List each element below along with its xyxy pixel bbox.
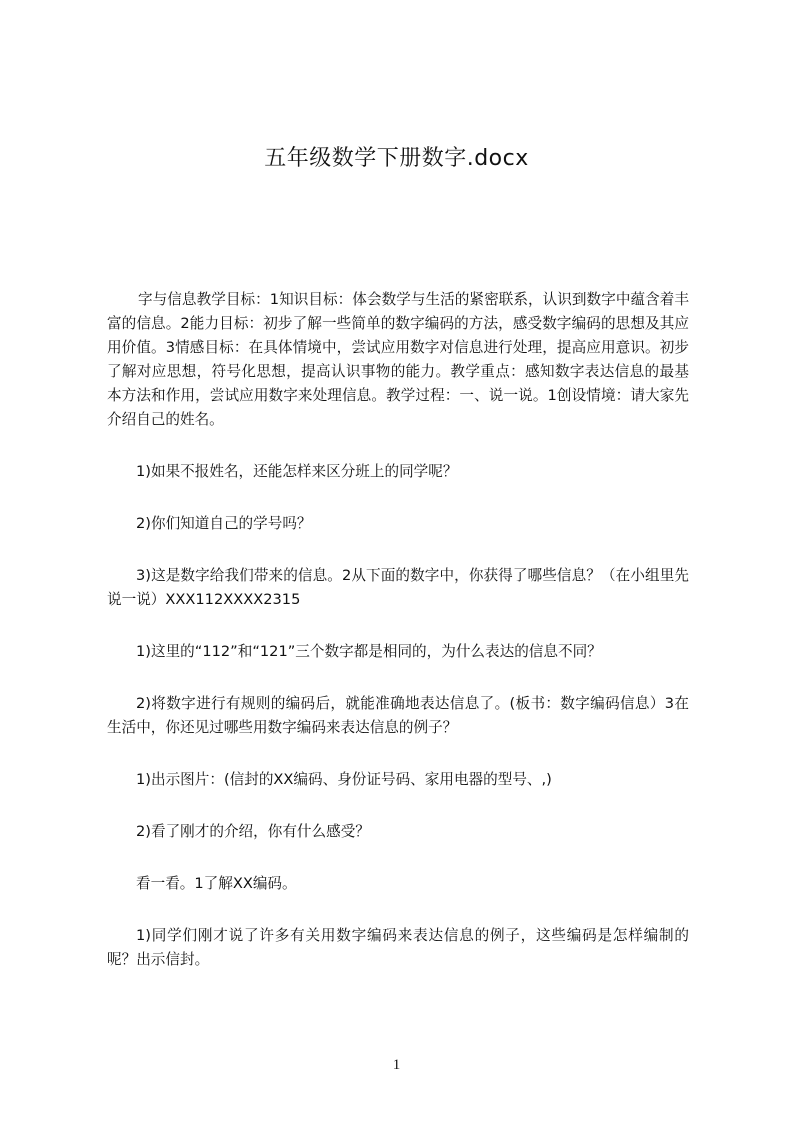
paragraph: 2)你们知道自己的学号吗？ xyxy=(136,515,312,532)
paragraph: 字与信息教学目标：1知识目标：体会数学与生活的紧密联系，认识到数字中蕴含着丰富的信息。2能力目标：初步了解一些简单的数字编码的方法，感受数字编码的思想及其应用价值。3情感目标：在具体情境中，尝试应用数字对信息进行处理，提高应用意识。初步了解对应思想，符号化思想，提高认识事物的能力。教学重点：感知数字表达信息的最基本方法和作用，尝试应用数字来处理信息。教学过程：一、说一说。1创设情境：请大家先介绍自己的姓名。 xyxy=(107,291,689,428)
paragraph: 1)同学们刚才说了许多有关用数字编码来表达信息的例子，这些编码是怎样编制的呢？出示信封。 xyxy=(107,927,689,968)
page-number: 1 xyxy=(392,1057,401,1073)
document-body xyxy=(107,288,689,972)
paragraph: 1)出示图片：(信封的XX编码、身份证号码、家用电器的型号、,) xyxy=(136,771,552,788)
paragraph: 3)这是数字给我们带来的信息。2从下面的数字中，你获得了哪些信息？（在小组里先说一说）XXX112XXXX2315 xyxy=(107,567,689,608)
paragraph: 1)如果不报姓名，还能怎样来区分班上的同学呢？ xyxy=(136,463,458,480)
paragraph: 2)将数字进行有规则的编码后，就能准确地表达信息了。(板书：数字编码信息）3在生活中，你还见过哪些用数字编码来表达信息的例子？ xyxy=(107,695,689,736)
paragraph: 2)看了刚才的介绍，你有什么感受？ xyxy=(136,823,370,840)
document-title: 五年级数学下册数字.docx xyxy=(264,146,529,171)
paragraph: 看一看。1了解XX编码。 xyxy=(136,875,297,892)
paragraph: 1)这里的“112”和“121”三个数字都是相同的，为什么表达的信息不同？ xyxy=(136,643,602,660)
